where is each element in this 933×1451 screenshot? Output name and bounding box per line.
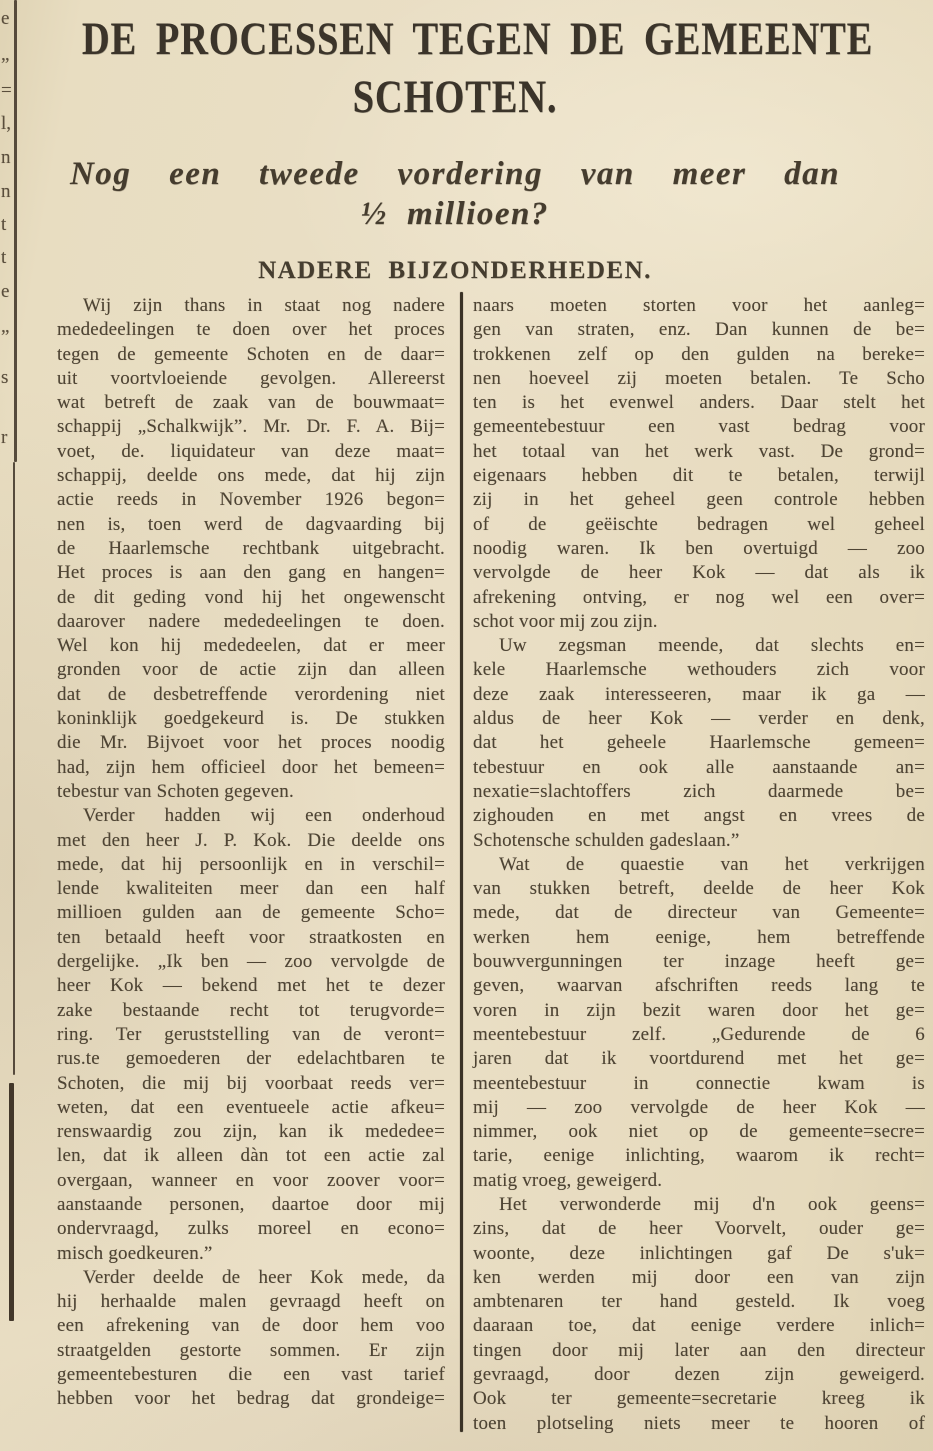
body-line: vervolgde de heer Kok — dat als ik (473, 562, 925, 584)
body-line: Schotensche schulden gadeslaan.” (473, 829, 740, 851)
margin-text-fragment: t (1, 247, 7, 268)
body-line: ambtenaren ter hand gesteld. Ik voeg (473, 1291, 925, 1313)
body-line: gen van straten, enz. Dan kunnen de be= (473, 319, 925, 341)
body-column-left (57, 294, 445, 1436)
subheadline-line-2: ½ millioen? (361, 196, 549, 232)
body-line: de dit geding vond hij het ongewenscht (57, 586, 445, 608)
body-line: matig vroeg, geweigerd. (473, 1169, 663, 1191)
body-line: nexatie=slachtoffers zich daarmede be= (473, 780, 925, 802)
body-line: koninklijk goedgekeurd is. De stukken (57, 708, 445, 730)
body-line: schot voor mij zou zijn. (473, 610, 658, 632)
body-line: tarie, eenige inlichting, waarom ik recht= (473, 1145, 925, 1167)
body-line: eigenaars hebben dit te betalen, terwijl (473, 465, 925, 487)
subheadline-line-1: Nog een tweede vordering van meer dan (69, 156, 841, 192)
body-line: gevraagd, door dezen zijn geweigerd. (473, 1364, 925, 1386)
margin-text-fragment: = (1, 80, 12, 101)
body-line: tegen de gemeente Schoten en de daar= (57, 343, 445, 365)
body-line: ken werden mij door een van zijn (473, 1266, 925, 1288)
body-line: een afrekening van de door hem voo (57, 1315, 445, 1337)
body-line: aanstaande personen, daartoe door mij (57, 1193, 445, 1215)
body-line: van stukken betreft, deelde de heer Kok (473, 878, 925, 900)
body-column-right (473, 294, 925, 1436)
body-line: voet, de. liquidateur van deze maat= (57, 440, 445, 462)
body-line: gronden voor de actie zijn dan alleen (57, 659, 445, 681)
body-line: Ook ter gemeente=secretarie kreeg ik (473, 1388, 925, 1410)
body-line: toen plotseling niets meer te hooren of (473, 1412, 925, 1434)
article-body (57, 294, 925, 1436)
headline-line-1: DE PROCESSEN TEGEN DE GEMEENTE (81, 13, 874, 65)
body-line: daarover nadere mededeelingen te doen. (57, 610, 445, 632)
body-line: daaraan toe, dat eenige verdere inlich= (473, 1315, 925, 1337)
body-line: het totaal van het werk vast. De grond= (473, 440, 925, 462)
margin-text-fragment: „ (1, 44, 10, 65)
body-line: nen is, toen werd de dagvaarding bij (57, 513, 445, 535)
body-line: Schoten, die mij bij voorbaat reeds ver= (57, 1072, 445, 1094)
body-line: Uw zegsman meende, dat slechts en= (499, 635, 925, 657)
body-line: hij herhaalde malen gevraagd heeft on (57, 1291, 445, 1313)
body-line: straatgelden gestorte sommen. Er zijn (57, 1339, 445, 1361)
body-line: mede, dat hij persoonlijk en in verschil= (57, 853, 445, 875)
body-line: werken hem eenige, hem betreffende (473, 926, 925, 948)
section-heading: NADERE BIJZONDERHEDEN. (258, 257, 652, 284)
body-line: tebestuur en ook alle aanstaande an= (473, 756, 925, 778)
body-line: of de geëischte bedragen wel geheel (473, 513, 925, 535)
body-line: lende kwaliteiten meer dan een half (57, 878, 445, 900)
body-line: meentebestuur zelf. „Gedurende de 6 (473, 1023, 925, 1045)
body-line: wat betreft de zaak van de bouwmaat= (57, 392, 445, 414)
body-line: gemeentebesturen die een vast tarief (57, 1364, 445, 1386)
margin-text-fragment: r (1, 427, 8, 448)
body-line: mededeelingen te doen over het proces (57, 319, 445, 341)
body-line: deze zaak interesseeren, maar ik ga — (473, 683, 925, 705)
body-line: zake bestaande recht tot terugvorde= (57, 999, 445, 1021)
body-line: schappij „Schalkwijk”. Mr. Dr. F. A. Bij= (57, 416, 445, 438)
body-line: dat het geheele Haarlemsche gemeen= (473, 732, 925, 754)
body-line: mede, dat de directeur van Gemeente= (473, 902, 925, 924)
body-line: renswaardig zou zijn, kan ik mededee= (57, 1121, 445, 1143)
body-line: die Mr. Bijvoet voor het proces noodig (57, 732, 445, 754)
margin-text-fragment: s (1, 367, 9, 388)
body-line: tingen door mij later aan den directeur (473, 1339, 925, 1361)
body-line: hebben voor het bedrag dat grondeige= (57, 1388, 445, 1410)
margin-text-fragment: e (1, 8, 10, 29)
body-line: Het verwonderde mij d'n ook geens= (499, 1193, 925, 1215)
body-line: gemeentebestuur een vast bedrag voor (473, 416, 925, 438)
margin-text-fragment: n (1, 147, 11, 168)
body-line: overgaan, wanneer en voor zoover voor= (57, 1169, 445, 1191)
body-line: uit voortvloeiende gevolgen. Allereerst (57, 367, 445, 389)
body-line: kele Haarlemsche wethouders zich voor (473, 659, 925, 681)
body-line: len, dat ik alleen dàn tot een actie zal (57, 1145, 445, 1167)
body-line: zins, dat de heer Voorvelt, ouder ge= (473, 1218, 925, 1240)
body-line: ondervraagd, zulks moreel en econo= (57, 1218, 445, 1240)
body-line: weten, dat een eventueele actie afkeu= (57, 1096, 445, 1118)
body-line: afrekening ontving, er nog wel een over= (473, 586, 925, 608)
left-column-rule-bottom (9, 1083, 14, 1321)
body-line: Wij zijn thans in staat nog nadere (83, 295, 445, 316)
body-line: zighouden en met angst en vrees de (473, 805, 925, 827)
body-line: naars moeten storten voor het aanleg= (473, 295, 925, 316)
body-line: misch goedkeuren.” (57, 1242, 213, 1264)
article-header (0, 0, 910, 286)
body-line: actie reeds in November 1926 begon= (57, 489, 445, 511)
body-line: trokkenen zelf op den gulden na bereke= (473, 343, 925, 365)
body-line: zij in het geheel geen controle hebben (473, 489, 925, 511)
body-line: de Haarlemsche rechtbank uitgebracht. (57, 537, 445, 559)
body-line: had, zijn hem officieel door het bemeen= (57, 756, 445, 778)
body-line: Verder hadden wij een onderhoud (83, 805, 445, 827)
body-line: schappij, deelde ons mede, dat hij zijn (57, 465, 445, 487)
body-line: ten betaald heeft voor straatkosten en (57, 926, 445, 948)
body-line: met den heer J. P. Kok. Die deelde ons (57, 829, 445, 851)
headline-line-2: SCHOTEN. (352, 71, 558, 123)
body-line: Wat de quaestie van het verkrijgen (499, 853, 925, 875)
body-line: ring. Ter geruststelling van de veront= (57, 1023, 445, 1045)
body-line: geven, waarvan afschriften reeds lang te (473, 975, 925, 997)
margin-text-fragment: n (1, 181, 11, 202)
body-line: meentebestuur in connectie kwam is (473, 1072, 925, 1094)
body-line: noodig waren. Ik ben overtuigd — zoo (473, 537, 925, 559)
margin-text-fragment: „ (1, 316, 10, 337)
body-line: dergelijke. „Ik ben — zoo vervolgde de (57, 951, 445, 973)
body-line: aldus de heer Kok — verder en denk, (473, 708, 925, 730)
body-line: nen hoeveel zij moeten betalen. Te Scho (473, 367, 925, 389)
body-line: rus.te gemoederen der edelachtbaren te (57, 1048, 445, 1070)
body-line: ten is het evenwel anders. Daar stelt het (473, 392, 925, 414)
body-line: bouwvergunningen ter inzage heeft ge= (473, 951, 925, 973)
margin-text-fragment: l, (1, 113, 12, 134)
body-line: voren in zijn bezit waren door het ge= (473, 999, 925, 1021)
body-line: woonte, deze inlichtingen gaf De s'uk= (473, 1242, 925, 1264)
body-line: dat de desbetreffende verordening niet (57, 683, 445, 705)
body-line: jaren dat ik voortdurend met het ge= (473, 1048, 925, 1070)
margin-text-fragment: e (1, 281, 10, 302)
body-line: nimmer, ook niet op de gemeente=secre= (473, 1121, 925, 1143)
body-line: Verder deelde de heer Kok mede, da (83, 1266, 445, 1288)
margin-text-fragment: t (1, 214, 7, 235)
body-line: mij — zoo vervolgde de heer Kok — (473, 1096, 925, 1118)
body-line: heer Kok — bekend met het te dezer (57, 975, 445, 997)
body-line: tebestur van Schoten gegeven. (57, 780, 294, 802)
body-line: millioen gulden aan de gemeente Scho= (57, 902, 445, 924)
left-column-rule-middle (13, 462, 15, 1075)
body-line: Het proces is aan den gang en hangen= (57, 562, 445, 584)
body-line: Wel kon hij mededeelen, dat er meer (57, 635, 445, 657)
